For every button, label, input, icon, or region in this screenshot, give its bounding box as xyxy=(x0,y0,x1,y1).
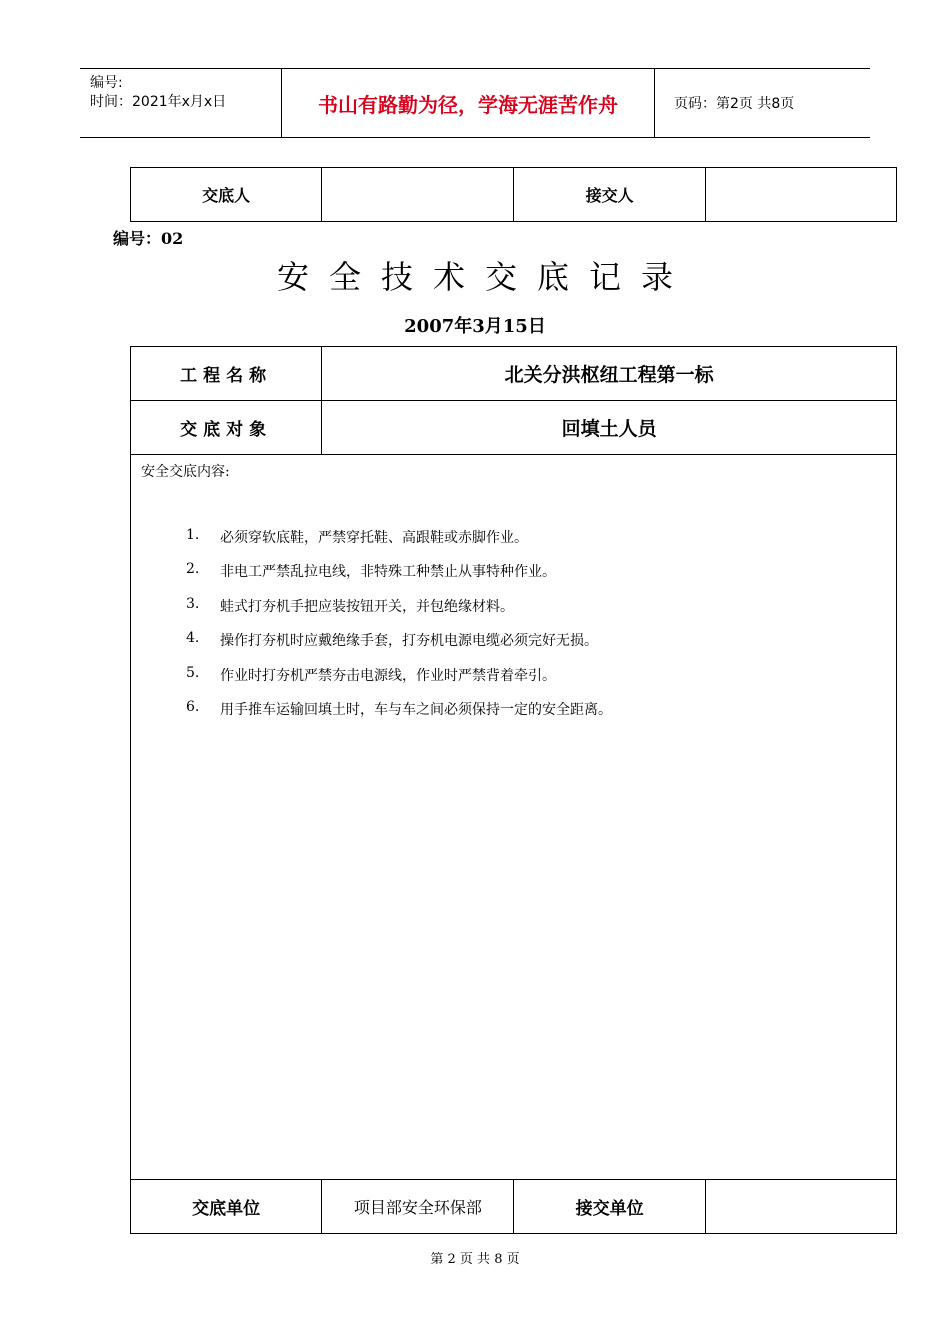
document-date: 2007年3月15日 xyxy=(404,316,546,337)
item-text: 操作打夯机时应戴绝缘手套，打夯机电源电缆必须完好无损。 xyxy=(220,633,598,650)
header-time: 时间：2021年x月x日 xyxy=(90,94,227,110)
page-header xyxy=(80,68,870,138)
content-list xyxy=(186,527,612,733)
list-item xyxy=(186,561,612,595)
target-value: 回填土人员 xyxy=(322,401,897,455)
item-number: 5. xyxy=(186,664,200,681)
list-item xyxy=(186,699,612,733)
target-label: 交底对象 xyxy=(131,401,322,455)
item-number: 6. xyxy=(186,698,200,715)
item-number: 1. xyxy=(186,527,200,543)
item-text: 作业时打夯机严禁夯击电源线，作业时严禁背着牵引。 xyxy=(220,667,556,684)
item-number: 3. xyxy=(186,595,200,612)
sign-table xyxy=(130,167,897,222)
content-title: 安全交底内容: xyxy=(141,464,230,480)
item-text: 必须穿软底鞋，严禁穿托鞋、高跟鞋或赤脚作业。 xyxy=(220,530,528,546)
item-number: 4. xyxy=(186,630,200,647)
header-page-text: 页码：第2页 共8页 xyxy=(674,96,795,112)
item-text: 非电工严禁乱拉电线，非特殊工种禁止从事特种作业。 xyxy=(220,564,556,581)
list-item xyxy=(186,630,612,664)
giver-unit-label: 交底单位 xyxy=(131,1180,322,1234)
receiver-value xyxy=(705,168,896,222)
header-meta xyxy=(80,69,280,137)
item-text: 蛙式打夯机手把应装按钮开关，并包绝缘材料。 xyxy=(220,598,514,615)
receiver-unit-label: 接交单位 xyxy=(514,1180,705,1234)
content-cell xyxy=(131,455,897,1180)
item-number: 2. xyxy=(186,561,200,578)
project-name-label: 工程名称 xyxy=(131,347,322,401)
project-name-value: 北关分洪枢纽工程第一标 xyxy=(322,347,897,401)
giver-unit-value: 项目部安全环保部 xyxy=(322,1180,514,1234)
giver-value xyxy=(322,168,514,222)
receiver-unit-value xyxy=(705,1180,896,1234)
item-text: 用手推车运输回填土时，车与车之间必须保持一定的安全距离。 xyxy=(220,701,612,718)
document-title: 安全技术交底记录 xyxy=(276,258,693,296)
list-item xyxy=(186,665,612,699)
header-number: 编号: xyxy=(90,75,123,91)
document-number: 编号：02 xyxy=(113,229,184,248)
list-item xyxy=(186,596,612,630)
header-page-info xyxy=(664,69,870,137)
header-motto: 书山有路勤为径，学海无涯苦作舟 xyxy=(281,69,655,137)
receiver-label: 接交人 xyxy=(514,168,705,222)
record-table xyxy=(130,346,897,1234)
list-item xyxy=(186,527,612,561)
page-number: 第 2 页 共 8 页 xyxy=(430,1252,520,1267)
giver-label: 交底人 xyxy=(131,168,322,222)
